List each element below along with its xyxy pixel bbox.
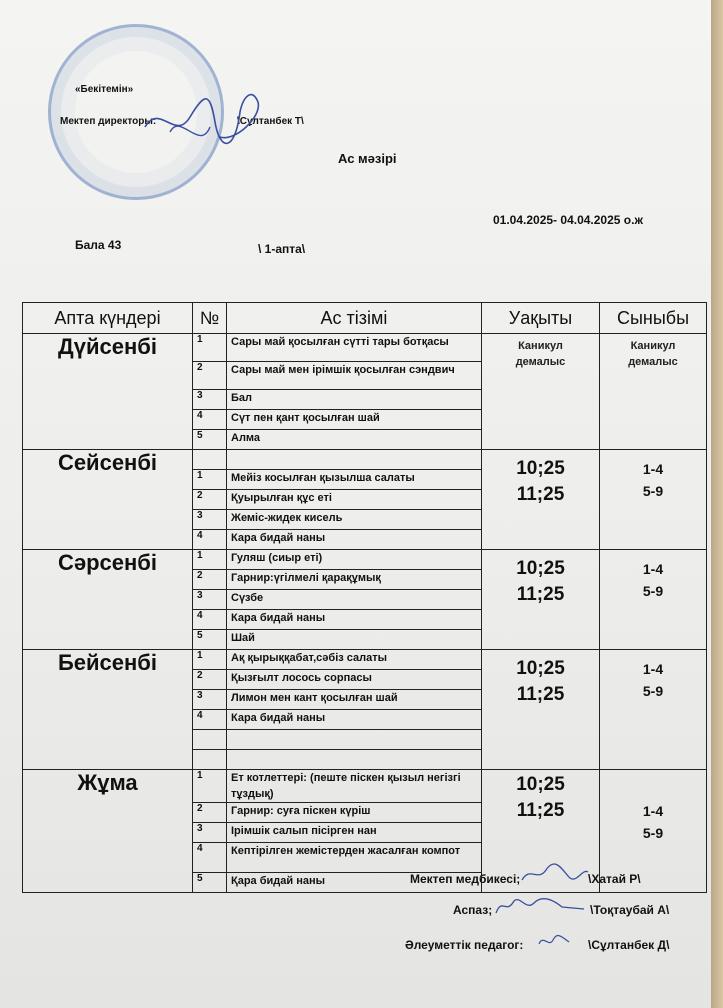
grade-value: 1-4 bbox=[642, 661, 664, 677]
dish-number: 4 bbox=[193, 410, 227, 430]
dish-number: 2 bbox=[193, 803, 227, 823]
nurse-name: \Хатай Р\ bbox=[588, 872, 641, 886]
dish-name: Бал bbox=[227, 390, 482, 410]
time-value: 10;25 bbox=[516, 458, 565, 479]
grade-value: демалыс bbox=[628, 356, 678, 368]
dish-name: Гуляш (сиыр еті) bbox=[227, 550, 482, 570]
director-label: Мектеп директоры: bbox=[60, 116, 157, 127]
cook-signature bbox=[492, 893, 587, 919]
day-name: Сәрсенбі bbox=[23, 550, 193, 650]
dish-number: 2 bbox=[193, 670, 227, 690]
day-name: Дүйсенбі bbox=[23, 334, 193, 450]
director-signature bbox=[140, 82, 270, 162]
menu-table bbox=[22, 302, 707, 893]
dish-name: Ет котлеттері: (пеште піскен қызыл негізгі тұздық) bbox=[227, 770, 482, 803]
dish-name: Шай bbox=[227, 630, 482, 650]
time-value: 10;25 bbox=[516, 774, 565, 795]
dish-number: 5 bbox=[193, 873, 227, 893]
document-title: Ас мәзірі bbox=[338, 151, 397, 166]
nurse-signature bbox=[520, 862, 590, 886]
dish-number bbox=[193, 750, 227, 770]
dish-number: 2 bbox=[193, 362, 227, 390]
time-cell bbox=[482, 650, 600, 770]
dish-number: 1 bbox=[193, 650, 227, 670]
table-header-row bbox=[23, 303, 707, 334]
grade-value: 5-9 bbox=[642, 483, 664, 499]
dish-number: 3 bbox=[193, 823, 227, 843]
time-value: 11;25 bbox=[516, 584, 565, 605]
header-time: Уақыты bbox=[482, 303, 600, 334]
dish-name: Кара бидай наны bbox=[227, 530, 482, 550]
time-cell bbox=[482, 334, 600, 450]
dish-number: 4 bbox=[193, 843, 227, 873]
time-value: демалыс bbox=[515, 356, 566, 368]
dish-name: Мейіз косылған қызылша салаты bbox=[227, 470, 482, 490]
dish-number: 5 bbox=[193, 630, 227, 650]
dish-number: 3 bbox=[193, 390, 227, 410]
grade-value: 1-4 bbox=[642, 803, 664, 819]
table-row bbox=[23, 334, 707, 362]
dish-name: Алма bbox=[227, 430, 482, 450]
header-grade: Сыныбы bbox=[600, 303, 707, 334]
cook-name: \Тоқтаубай А\ bbox=[590, 903, 670, 917]
dish-name: Кептірілген жемістерден жасалған компот bbox=[227, 843, 482, 873]
dish-name bbox=[227, 750, 482, 770]
dish-name: Сары май қосылған сүтті тары ботқасы bbox=[227, 334, 482, 362]
time-value: 11;25 bbox=[516, 800, 565, 821]
dish-number: 5 bbox=[193, 430, 227, 450]
time-value: 10;25 bbox=[516, 558, 565, 579]
dish-name: Гарнир: суға піскен күріш bbox=[227, 803, 482, 823]
time-value: 11;25 bbox=[516, 684, 565, 705]
dish-number: 1 bbox=[193, 550, 227, 570]
dish-number: 4 bbox=[193, 610, 227, 630]
header-days: Апта күндері bbox=[23, 303, 193, 334]
nurse-label: Мектеп медбикесі; bbox=[410, 872, 521, 886]
day-name: Жұма bbox=[23, 770, 193, 893]
director-name: \Сұлтанбек Т\ bbox=[237, 116, 304, 127]
table-row bbox=[23, 550, 707, 570]
header-number: № bbox=[193, 303, 227, 334]
time-value: 11;25 bbox=[516, 484, 565, 505]
table-row bbox=[23, 450, 707, 470]
pedagogue-label: Әлеуметтік педагог: bbox=[405, 938, 524, 952]
dish-name bbox=[227, 450, 482, 470]
dish-number: 3 bbox=[193, 590, 227, 610]
day-name: Сейсенбі bbox=[23, 450, 193, 550]
dish-name: Сары май мен ірімшік қосылған сэндвич bbox=[227, 362, 482, 390]
day-name: Бейсенбі bbox=[23, 650, 193, 770]
dish-number: 2 bbox=[193, 570, 227, 590]
dish-name: Лимон мен кант қосылған шай bbox=[227, 690, 482, 710]
time-value: 10;25 bbox=[516, 658, 565, 679]
grade-value: 1-4 bbox=[642, 561, 664, 577]
time-cell bbox=[482, 450, 600, 550]
pedagogue-signature bbox=[535, 930, 575, 952]
grade-cell bbox=[600, 650, 707, 770]
page-edge bbox=[711, 0, 723, 1008]
dish-number: 3 bbox=[193, 690, 227, 710]
dish-name: Қуырылған құс еті bbox=[227, 490, 482, 510]
dish-number: 4 bbox=[193, 530, 227, 550]
dish-name: Қара бидай наны bbox=[227, 873, 482, 893]
grade-value: 1-4 bbox=[642, 461, 664, 477]
dish-number: 1 bbox=[193, 470, 227, 490]
dish-name: Сүт пен қант қосылған шай bbox=[227, 410, 482, 430]
dish-name: Ақ қырыққабат,сәбіз салаты bbox=[227, 650, 482, 670]
time-cell bbox=[482, 550, 600, 650]
dish-number: 1 bbox=[193, 334, 227, 362]
grade-cell bbox=[600, 550, 707, 650]
pedagogue-name: \Сұлтанбек Д\ bbox=[588, 938, 670, 952]
grade-value: 5-9 bbox=[642, 583, 664, 599]
dish-name: Қызғылт лосось сорпасы bbox=[227, 670, 482, 690]
dish-number: 1 bbox=[193, 770, 227, 803]
grade-cell bbox=[600, 450, 707, 550]
header-dish-list: Ас тізімі bbox=[227, 303, 482, 334]
time-value: Каникул bbox=[518, 340, 563, 352]
dish-number: 4 bbox=[193, 710, 227, 730]
dish-name: Кара бидай наны bbox=[227, 710, 482, 730]
dish-number bbox=[193, 450, 227, 470]
grade-value: 5-9 bbox=[642, 683, 664, 699]
grade-cell bbox=[600, 334, 707, 450]
cook-label: Аспаз; bbox=[453, 903, 493, 917]
dish-name: Кара бидай наны bbox=[227, 610, 482, 630]
dish-name: Ірімшік салып пісірген нан bbox=[227, 823, 482, 843]
dish-number bbox=[193, 730, 227, 750]
dish-number: 3 bbox=[193, 510, 227, 530]
table-row bbox=[23, 770, 707, 803]
dish-name: Гарнир:үгілмелі қарақұмық bbox=[227, 570, 482, 590]
dish-name: Жеміс-жидек кисель bbox=[227, 510, 482, 530]
grade-value: 5-9 bbox=[642, 825, 664, 841]
dish-name bbox=[227, 730, 482, 750]
date-range: 01.04.2025- 04.04.2025 о.ж bbox=[493, 213, 643, 227]
approval-label: «Бекітемін» bbox=[75, 84, 134, 95]
dish-name: Сүзбе bbox=[227, 590, 482, 610]
dish-number: 2 bbox=[193, 490, 227, 510]
table-row bbox=[23, 650, 707, 670]
grade-value: Каникул bbox=[630, 340, 676, 352]
week-label: \ 1-апта\ bbox=[258, 242, 306, 256]
kindergarten-label: Бала 43 bbox=[75, 238, 122, 252]
